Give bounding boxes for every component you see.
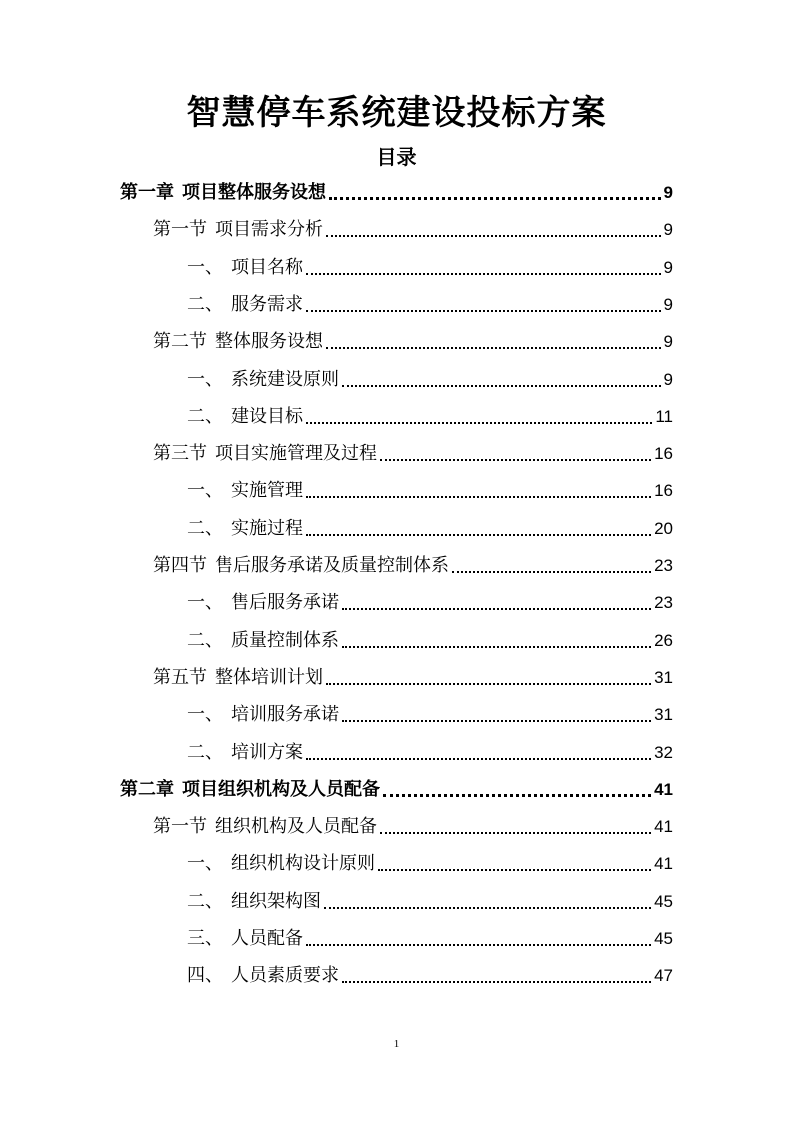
toc-entry-label: 售后服务承诺 <box>231 592 339 614</box>
toc-entry-page: 45 <box>654 929 673 948</box>
toc-entry-number: 三、 <box>187 928 223 949</box>
toc-entry-page: 9 <box>663 294 673 314</box>
toc-entry-title <box>187 927 303 951</box>
toc-entry-item[interactable] <box>187 362 673 398</box>
toc-entry-title <box>187 852 375 876</box>
toc-entry-label: 实施管理 <box>231 480 303 502</box>
toc-entry-title <box>153 666 323 690</box>
toc-entry-page: 41 <box>654 779 673 799</box>
toc-entry-page: 16 <box>654 481 673 501</box>
toc-entry-number: 第一章 <box>120 182 174 203</box>
toc-entry-page: 41 <box>654 854 673 874</box>
toc-leader-dots <box>383 794 651 797</box>
toc-leader-dots <box>329 197 661 200</box>
toc-leader-dots <box>342 608 651 610</box>
toc-entry-section[interactable] <box>153 660 673 696</box>
toc-entry-title <box>153 442 377 466</box>
toc-leader-dots <box>342 981 651 983</box>
toc-entry-title <box>153 815 377 839</box>
toc-entry-number: 二、 <box>187 293 223 315</box>
toc-entry-item[interactable] <box>187 697 673 733</box>
toc-entry-page: 16 <box>654 444 673 464</box>
toc-entry-title <box>153 330 323 354</box>
toc-entry-item[interactable] <box>187 585 673 621</box>
toc-entry-section[interactable] <box>153 212 673 248</box>
toc-entry-number: 四、 <box>187 965 223 987</box>
toc-entry-number: 二、 <box>187 741 223 763</box>
toc-entry-item[interactable] <box>187 958 673 994</box>
toc-entry-label: 整体服务设想 <box>215 331 323 353</box>
toc-entry-label: 项目整体服务设想 <box>182 182 326 203</box>
toc-leader-dots <box>306 273 661 275</box>
toc-entry-number: 二、 <box>187 405 223 427</box>
toc-entry-label: 建设目标 <box>231 405 303 427</box>
toc-entry-item[interactable] <box>187 846 673 882</box>
toc-entry-page: 9 <box>663 332 673 352</box>
toc-entry-page: 9 <box>663 183 673 202</box>
toc-entry-section[interactable] <box>153 809 673 845</box>
toc-entry-number: 第三节 <box>153 443 207 465</box>
toc-entry-number: 二、 <box>187 629 223 651</box>
toc-entry-title <box>187 293 303 317</box>
toc-entry-section[interactable] <box>153 548 673 584</box>
toc-entry-number: 一、 <box>187 704 223 726</box>
toc-heading: 目录 <box>376 145 417 169</box>
toc-leader-dots <box>326 683 651 685</box>
toc-leader-dots <box>378 869 651 871</box>
toc-entry-number: 一、 <box>187 592 223 614</box>
toc-entry-number: 第一节 <box>153 816 207 838</box>
toc-entry-label: 项目需求分析 <box>215 219 323 241</box>
toc-entry-label: 项目实施管理及过程 <box>215 443 377 465</box>
toc-entry-title <box>187 405 303 429</box>
toc-entry-title <box>120 778 380 802</box>
toc-entry-page: 23 <box>654 556 673 575</box>
toc-entry-label: 系统建设原则 <box>231 368 339 390</box>
toc-entry-page: 47 <box>654 966 673 986</box>
toc-entry-label: 人员素质要求 <box>231 965 339 987</box>
toc-leader-dots <box>306 422 652 424</box>
toc-entry-item[interactable] <box>187 735 673 771</box>
toc-entry-label: 培训方案 <box>231 741 303 763</box>
toc-entry-number: 第二节 <box>153 331 207 353</box>
toc-leader-dots <box>306 496 651 498</box>
toc-leader-dots <box>306 758 651 760</box>
toc-leader-dots <box>306 534 651 536</box>
toc-entry-page: 41 <box>654 817 673 837</box>
toc-entry-page: 31 <box>654 667 673 687</box>
toc-entry-label: 服务需求 <box>231 293 303 315</box>
toc-entry-title <box>187 517 303 541</box>
toc-entry-item[interactable] <box>187 511 673 547</box>
toc-entry-title <box>187 591 339 615</box>
toc-entry-page: 45 <box>654 891 673 911</box>
toc-entry-item[interactable] <box>187 473 673 509</box>
toc-entry-title <box>187 741 303 765</box>
toc-entry-item[interactable] <box>187 884 673 920</box>
toc-leader-dots <box>326 235 661 237</box>
toc-entry-item[interactable] <box>187 399 673 435</box>
toc-entry-title <box>187 964 339 988</box>
toc-entry-label: 实施过程 <box>231 517 303 539</box>
toc-entry-page: 31 <box>654 705 673 725</box>
toc-entry-label: 组织机构设计原则 <box>231 853 375 875</box>
toc-leader-dots <box>342 646 651 648</box>
toc-entry-number: 第一节 <box>153 219 207 241</box>
toc-entry-title <box>187 629 339 653</box>
toc-entry-number: 一、 <box>187 368 223 390</box>
toc-entry-title <box>120 181 326 205</box>
toc-entry-label: 售后服务承诺及质量控制体系 <box>215 555 449 576</box>
toc-leader-dots <box>324 907 651 909</box>
toc-entry-title <box>187 703 339 727</box>
toc-entry-title <box>187 479 303 503</box>
toc-entry-page: 23 <box>654 593 673 613</box>
document-title: 智慧停车系统建设投标方案 <box>186 93 607 133</box>
page-number: 1 <box>393 1038 400 1050</box>
toc-entry-title <box>187 256 303 280</box>
toc-entry-label: 培训服务承诺 <box>231 704 339 726</box>
toc-entry-page: 9 <box>663 257 673 277</box>
toc-entry-number: 第四节 <box>153 555 207 576</box>
toc-entry-title <box>187 368 339 392</box>
toc-entry-title <box>187 890 321 914</box>
toc-entry-page: 9 <box>663 369 673 389</box>
toc-entry-section[interactable] <box>153 436 673 472</box>
toc-entry-label: 人员配备 <box>231 928 303 949</box>
toc-entry-number: 一、 <box>187 853 223 875</box>
toc-entry-item[interactable] <box>187 250 673 286</box>
toc-leader-dots <box>326 347 661 349</box>
toc-entry-page: 32 <box>654 742 673 762</box>
toc-entry-page: 20 <box>654 518 673 538</box>
toc-entry-number: 二、 <box>187 890 223 912</box>
toc-entry-number: 二、 <box>187 517 223 539</box>
toc-entry-label: 质量控制体系 <box>231 629 339 651</box>
toc-entry-item[interactable] <box>187 623 673 659</box>
toc-entry-page: 9 <box>663 220 673 240</box>
toc-leader-dots <box>380 832 651 834</box>
toc-entry-label: 整体培训计划 <box>215 666 323 688</box>
toc-entry-chapter[interactable] <box>120 175 673 211</box>
toc-entry-chapter[interactable] <box>120 772 673 808</box>
toc-leader-dots <box>306 944 651 946</box>
toc-entry-title <box>153 218 323 242</box>
toc-leader-dots <box>342 720 651 722</box>
toc-entry-label: 组织机构及人员配备 <box>215 816 377 838</box>
toc-entry-number: 一、 <box>187 256 223 278</box>
toc-entry-number: 第五节 <box>153 666 207 688</box>
toc-entry-number: 一、 <box>187 480 223 502</box>
toc-entry-section[interactable] <box>153 324 673 360</box>
toc-entry-label: 项目名称 <box>231 256 303 278</box>
toc-entry-page: 26 <box>654 630 673 650</box>
toc-entry-label: 组织架构图 <box>231 890 321 912</box>
toc-entry-title <box>153 554 449 578</box>
toc-entry-item[interactable] <box>187 921 673 957</box>
toc-leader-dots <box>306 310 661 312</box>
toc-entry-page: 11 <box>655 406 673 426</box>
toc-leader-dots <box>342 385 661 387</box>
toc-entry-number: 第二章 <box>120 778 174 800</box>
toc-leader-dots <box>380 459 651 461</box>
toc-entry-label: 项目组织机构及人员配备 <box>182 778 380 800</box>
toc-leader-dots <box>452 571 651 573</box>
toc-entry-item[interactable] <box>187 287 673 323</box>
